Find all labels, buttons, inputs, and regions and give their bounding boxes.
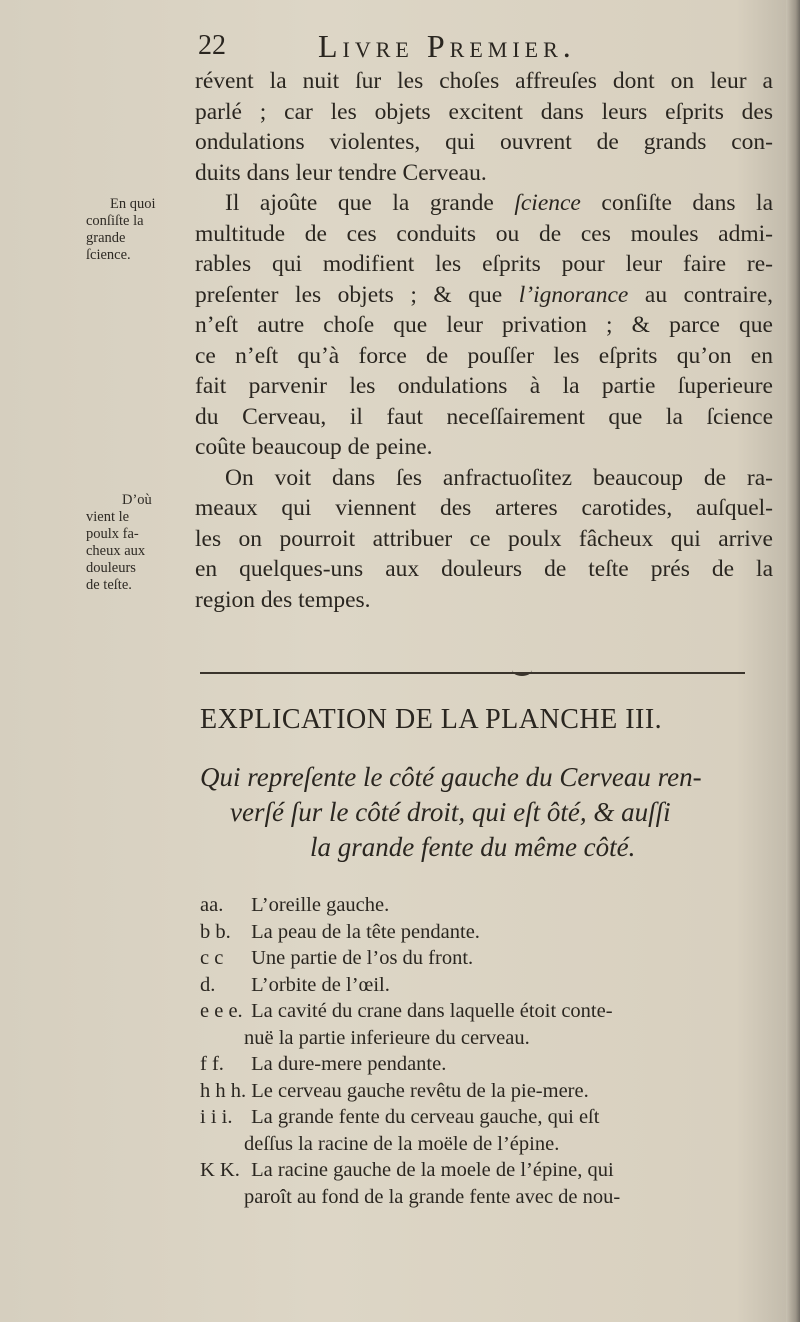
- text-line: révent la nuit ſur les choſes affreuſes dont on leur a: [195, 68, 773, 94]
- running-header: [190, 28, 770, 68]
- legend-key: K K.: [200, 1159, 240, 1181]
- text-line: multitude de ces conduits ou de ces moules admi-: [195, 220, 773, 247]
- text-line: parlé ; car les objets excitent dans leurs eſprits des: [195, 98, 773, 125]
- italic-science: ſcience: [514, 190, 581, 216]
- legend-item: [200, 919, 790, 946]
- legend-key: aa.: [200, 894, 224, 916]
- legend-text: L’orbite de l’œil.: [251, 973, 390, 996]
- margin-note-line: poulx fa-: [86, 526, 139, 542]
- text-line: ce n’eſt qu’à force de pouſſer les eſprits qu’on en: [195, 342, 773, 369]
- legend-item: [200, 945, 790, 972]
- legend-key: d.: [200, 973, 216, 996]
- subtitle-line: Qui repreſente le côté gauche du Cerveau ren-: [200, 762, 702, 792]
- legend-key: c c: [200, 947, 224, 969]
- legend-item: [200, 972, 790, 999]
- text-line: en quelques-uns aux douleurs de teſte prés de la: [195, 556, 773, 582]
- text-line-ignorance: [195, 280, 773, 311]
- section-divider: [200, 672, 745, 674]
- text-line: On voit dans ſes anfractuoſitez beaucoup de ra-: [225, 464, 773, 491]
- subtitle-line: verſé ſur le côté droit, qui eſt ôté, & auſſi: [230, 797, 671, 827]
- text-line: ondulations violentes, qui ouvrent de grands con-: [195, 129, 773, 155]
- legend-text: La racine gauche de la moele de l’épine, qui: [251, 1159, 614, 1181]
- legend-item: [200, 1051, 790, 1078]
- legend-text: Une partie de l’os du front.: [251, 947, 474, 969]
- legend-item: [200, 998, 790, 1025]
- margin-note-line: grande: [86, 230, 126, 246]
- legend-item: [200, 892, 790, 919]
- legend-continuation: nuë la partie inferieure du cerveau.: [244, 1026, 530, 1049]
- text-fragment: conſiſte dans la: [580, 190, 774, 216]
- text-line-science: [195, 188, 773, 219]
- text-line: du Cerveau, il faut neceſſairement que la ſcience: [195, 403, 773, 430]
- legend-text: La cavité du crane dans laquelle étoit conte-: [251, 1000, 613, 1022]
- legend-item: [200, 1104, 790, 1131]
- legend-key: e e e.: [200, 1000, 243, 1022]
- running-title: Livre Premier.: [318, 28, 576, 64]
- legend-item: [200, 1078, 790, 1105]
- text-line: les on pourroit attribuer ce poulx fâcheux qui arrive: [195, 525, 773, 552]
- page-number: 22: [198, 30, 226, 61]
- legend-continuation: deſſus la racine de la moële de l’épine.: [244, 1132, 560, 1155]
- plate-title: EXPLICATION DE LA PLANCHE III.: [200, 704, 663, 735]
- margin-note-line: D’où: [122, 492, 152, 508]
- legend-key: h h h.: [200, 1079, 247, 1102]
- margin-note-line: En quoi: [110, 196, 156, 212]
- margin-note-line: douleurs: [86, 560, 136, 576]
- text-fragment: Il ajoûte que la grande: [225, 190, 515, 216]
- text-line: duits dans leur tendre Cerveau.: [195, 159, 487, 186]
- text-line: n’eſt autre choſe que leur privation ; & parce que: [195, 312, 773, 338]
- subtitle-line: la grande fente du même côté.: [310, 832, 636, 862]
- margin-note-line: vient le: [86, 509, 130, 525]
- legend-key: i i i.: [200, 1106, 233, 1128]
- legend-key: b b.: [200, 920, 231, 943]
- text-fragment: preſenter les objets ; & que: [195, 281, 519, 308]
- italic-ignorance: l’ignorance: [518, 281, 629, 308]
- legend-text: Le cerveau gauche revêtu de la pie-mere.: [251, 1079, 589, 1102]
- margin-note-science: [86, 196, 190, 264]
- margin-note-line: conſiſte la: [86, 213, 144, 229]
- text-line: rables qui modifient les eſprits pour leur faire re-: [195, 251, 773, 277]
- legend-text: L’oreille gauche.: [251, 894, 390, 916]
- legend-key: f f.: [200, 1053, 224, 1075]
- legend-item: [200, 1157, 790, 1184]
- margin-note-line: ſcience.: [86, 247, 131, 263]
- plate-legend: [200, 892, 790, 1210]
- text-line: fait parvenir les ondulations à la partie ſuperieure: [195, 373, 773, 399]
- body-text: [195, 66, 773, 615]
- text-line: region des tempes.: [195, 586, 371, 613]
- text-line: coûte beaucoup de peine.: [195, 434, 433, 460]
- legend-continuation: paroît au fond de la grande fente avec de nou-: [244, 1185, 621, 1208]
- text-line: meaux qui viennent des arteres carotides, auſquel-: [195, 495, 773, 521]
- plate-subtitle: [200, 760, 780, 865]
- margin-note-line: cheux aux: [86, 543, 146, 559]
- legend-text: La grande fente du cerveau gauche, qui eſt: [251, 1106, 600, 1128]
- margin-note-pulse: [86, 492, 190, 594]
- margin-note-line: de teſte.: [86, 577, 132, 593]
- text-fragment: au contraire,: [628, 281, 773, 308]
- divider-ornament: [512, 664, 532, 676]
- legend-text: La peau de la tête pendante.: [251, 920, 480, 943]
- legend-text: La dure-mere pendante.: [251, 1053, 447, 1075]
